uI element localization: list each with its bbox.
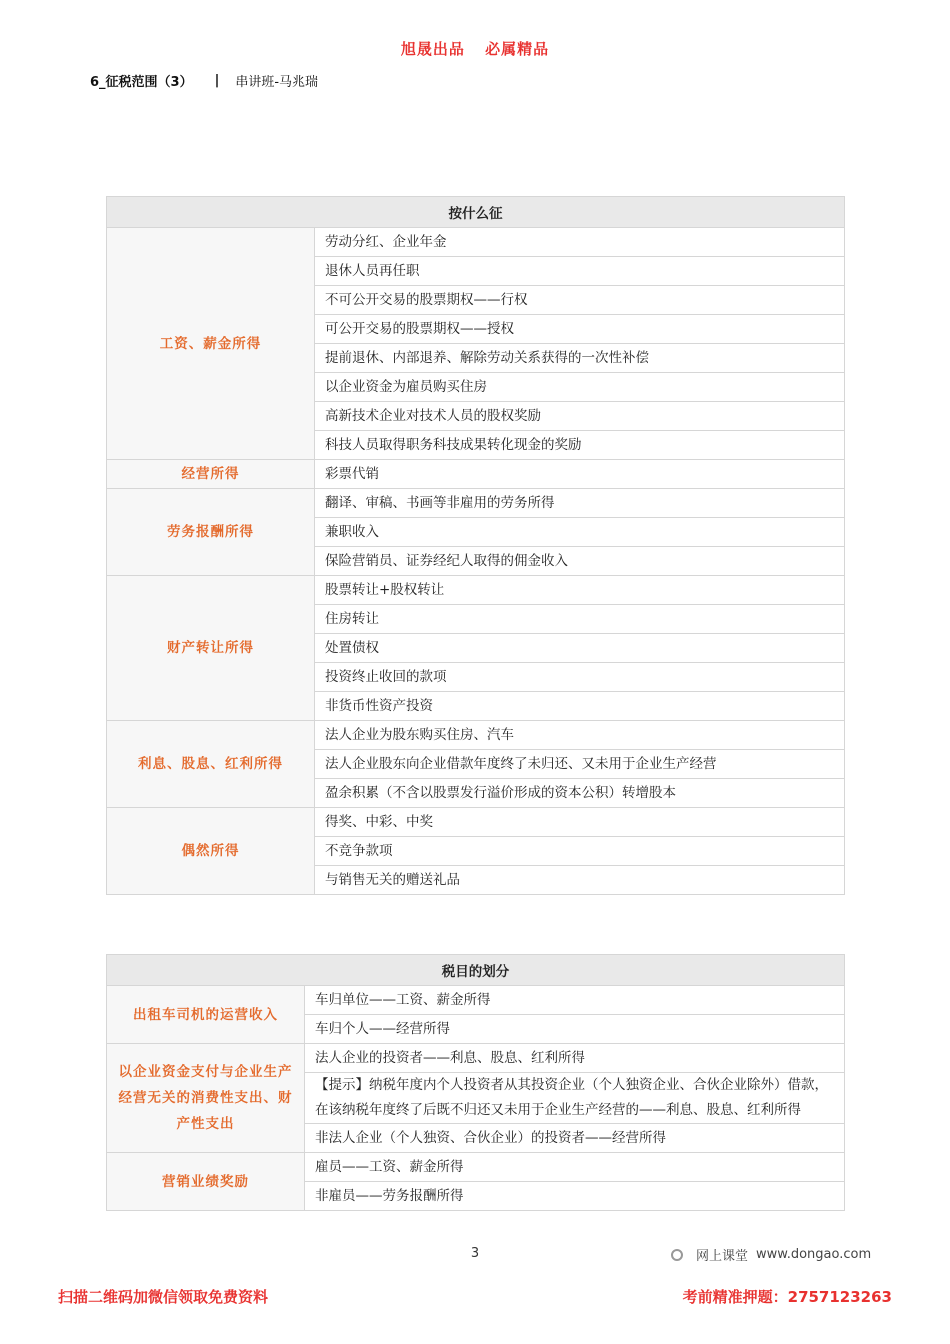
item-cell: 科技人员取得职务科技成果转化现金的奖励 xyxy=(315,431,845,460)
document-header xyxy=(90,71,318,90)
table-row xyxy=(107,1044,845,1073)
item-cell: 退休人员再任职 xyxy=(315,257,845,286)
category-cell: 出租车司机的运营收入 xyxy=(107,986,305,1044)
category-cell: 经营所得 xyxy=(107,460,315,489)
item-cell: 处置债权 xyxy=(315,634,845,663)
table-body xyxy=(107,228,845,895)
category-cell: 营销业绩奖励 xyxy=(107,1153,305,1211)
page-number: 3 xyxy=(470,1246,480,1261)
table-title: 按什么征 xyxy=(107,197,845,228)
item-cell: 盈余积累（不含以股票发行溢价形成的资本公积）转增股本 xyxy=(315,779,845,808)
banner-right-text: 必属精品 xyxy=(485,40,550,58)
tax-basis-table xyxy=(106,196,845,895)
item-cell: 【提示】纳税年度内个人投资者从其投资企业（个人独资企业、合伙企业除外）借款，在该纳税年度终了后既不归还又未用于企业生产经营的——利息、股息、红利所得 xyxy=(305,1073,845,1124)
item-cell: 翻译、审稿、书画等非雇用的劳务所得 xyxy=(315,489,845,518)
item-cell: 以企业资金为雇员购买住房 xyxy=(315,373,845,402)
table-row xyxy=(107,228,845,257)
item-cell: 保险营销员、证券经纪人取得的佣金收入 xyxy=(315,547,845,576)
table-row xyxy=(107,489,845,518)
item-cell: 与销售无关的赠送礼品 xyxy=(315,866,845,895)
item-cell: 法人企业股东向企业借款年度终了未归还、又未用于企业生产经营 xyxy=(315,750,845,779)
category-cell: 工资、薪金所得 xyxy=(107,228,315,460)
category-cell: 财产转让所得 xyxy=(107,576,315,721)
brand-url: www.dongao.com xyxy=(756,1247,872,1262)
category-cell: 偶然所得 xyxy=(107,808,315,895)
item-cell: 非雇员——劳务报酬所得 xyxy=(305,1182,845,1211)
brand-name: 网上课堂 xyxy=(696,1249,749,1264)
brand-mark xyxy=(671,1245,871,1264)
item-cell: 劳动分红、企业年金 xyxy=(315,228,845,257)
top-banner xyxy=(0,38,950,59)
table-title: 税目的划分 xyxy=(107,955,845,986)
table-row xyxy=(107,808,845,837)
table-row xyxy=(107,576,845,605)
logo-icon xyxy=(671,1249,683,1261)
item-cell: 得奖、中彩、中奖 xyxy=(315,808,845,837)
banner-left-text: 旭晟出品 xyxy=(400,40,465,58)
item-cell: 雇员——工资、薪金所得 xyxy=(305,1153,845,1182)
category-cell: 以企业资金支付与企业生产经营无关的消费性支出、财产性支出 xyxy=(107,1044,305,1153)
item-cell: 兼职收入 xyxy=(315,518,845,547)
item-cell: 投资终止收回的款项 xyxy=(315,663,845,692)
item-cell: 提前退休、内部退养、解除劳动关系获得的一次性补偿 xyxy=(315,344,845,373)
tax-item-division-table xyxy=(106,954,845,1211)
item-cell: 法人企业为股东购买住房、汽车 xyxy=(315,721,845,750)
item-cell: 车归单位——工资、薪金所得 xyxy=(305,986,845,1015)
table-body xyxy=(107,986,845,1211)
course-name: 串讲班-马兆瑞 xyxy=(235,75,319,90)
table-row xyxy=(107,986,845,1015)
table-row xyxy=(107,1153,845,1182)
item-cell: 不可公开交易的股票期权——行权 xyxy=(315,286,845,315)
footer-promo-right: 考前精准押题：2757123263 xyxy=(682,1288,892,1306)
item-cell: 车归个人——经营所得 xyxy=(305,1015,845,1044)
item-cell: 住房转让 xyxy=(315,605,845,634)
category-cell: 利息、股息、红利所得 xyxy=(107,721,315,808)
item-cell: 可公开交易的股票期权——授权 xyxy=(315,315,845,344)
item-cell: 不竞争款项 xyxy=(315,837,845,866)
item-cell: 法人企业的投资者——利息、股息、红利所得 xyxy=(305,1044,845,1073)
table-row xyxy=(107,460,845,489)
item-cell: 股票转让+股权转让 xyxy=(315,576,845,605)
footer-promo-left: 扫描二维码加微信领取免费资料 xyxy=(58,1288,269,1306)
section-title: 6_征税范围（3） xyxy=(90,75,193,90)
item-cell: 非货币性资产投资 xyxy=(315,692,845,721)
item-cell: 高新技术企业对技术人员的股权奖励 xyxy=(315,402,845,431)
table-row xyxy=(107,721,845,750)
header-separator: | xyxy=(214,73,220,88)
item-cell: 彩票代销 xyxy=(315,460,845,489)
item-cell: 非法人企业（个人独资、合伙企业）的投资者——经营所得 xyxy=(305,1124,845,1153)
category-cell: 劳务报酬所得 xyxy=(107,489,315,576)
